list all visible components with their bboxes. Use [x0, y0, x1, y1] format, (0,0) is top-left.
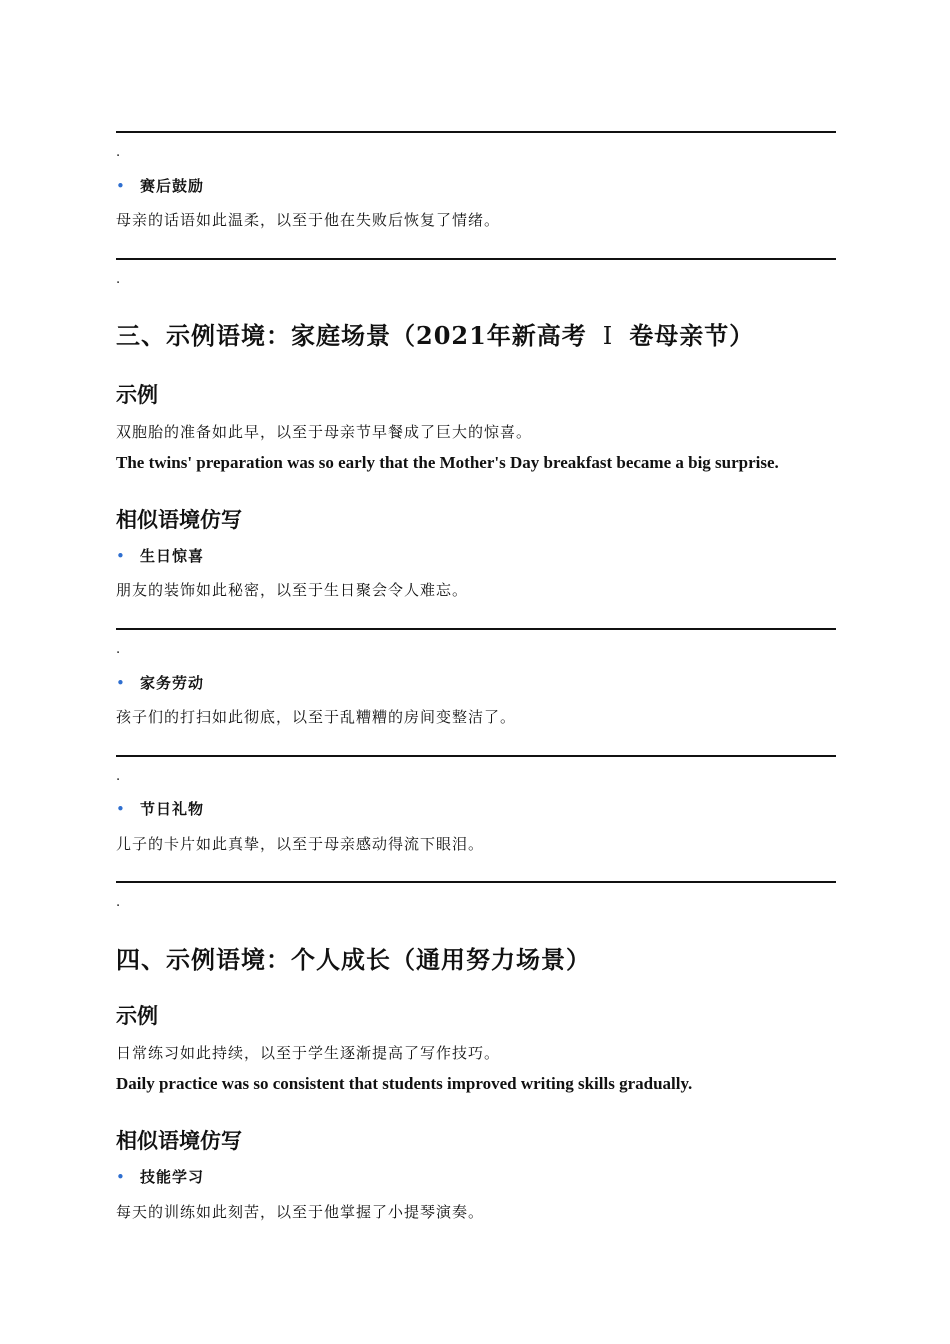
section-heading: 四、示例语境：个人成长（通用努力场景）: [116, 945, 591, 974]
bullet-icon: •: [116, 547, 126, 565]
prompt-sentence: 孩子们的打扫如此彻底，以至于乱糟糟的房间变整洁了。: [116, 708, 517, 726]
line-end-period: .: [116, 769, 121, 784]
example-english: The twins' preparation was so early that the Mother's Day breakfast became a big surprise.: [116, 453, 779, 472]
subheading-example: 示例: [116, 382, 158, 407]
list-item: [116, 798, 204, 819]
section-heading-part: 卷母亲节）: [629, 321, 755, 350]
bullet-label: 赛后鼓励: [140, 177, 205, 195]
example-chinese: 双胞胎的准备如此早，以至于母亲节早餐成了巨大的惊喜。: [116, 423, 533, 441]
subheading-imitate: 相似语境仿写: [116, 507, 242, 532]
section-heading-separator: Ⅰ: [602, 322, 614, 350]
answer-line[interactable]: [116, 258, 836, 260]
line-end-period: .: [116, 272, 121, 287]
bullet-icon: •: [116, 177, 126, 195]
section-heading: [116, 316, 754, 351]
section-heading-part: 三、示例语境：家庭场景（2021年新高考: [116, 321, 587, 350]
list-item: [116, 545, 204, 566]
example-english: Daily practice was so consistent that students improved writing skills gradually.: [116, 1074, 693, 1093]
bullet-label: 生日惊喜: [140, 547, 205, 565]
line-end-period: .: [116, 895, 121, 910]
line-end-period: .: [116, 642, 121, 657]
answer-line[interactable]: [116, 131, 836, 133]
bullet-icon: •: [116, 1168, 126, 1186]
prompt-sentence: 朋友的装饰如此秘密，以至于生日聚会令人难忘。: [116, 581, 469, 599]
bullet-icon: •: [116, 800, 126, 818]
prompt-sentence: 母亲的话语如此温柔，以至于他在失败后恢复了情绪。: [116, 211, 501, 229]
example-chinese: 日常练习如此持续，以至于学生逐渐提高了写作技巧。: [116, 1044, 501, 1062]
bullet-label: 家务劳动: [140, 674, 205, 692]
prompt-sentence: 儿子的卡片如此真挚，以至于母亲感动得流下眼泪。: [116, 835, 485, 853]
list-item: [116, 1166, 204, 1187]
answer-line[interactable]: [116, 628, 836, 630]
bullet-label: 节日礼物: [140, 800, 205, 818]
list-item: [116, 672, 204, 693]
answer-line[interactable]: [116, 881, 836, 883]
bullet-icon: •: [116, 674, 126, 692]
line-end-period: .: [116, 145, 121, 160]
list-item: [116, 175, 204, 196]
answer-line[interactable]: [116, 755, 836, 757]
subheading-imitate: 相似语境仿写: [116, 1128, 242, 1153]
bullet-label: 技能学习: [140, 1168, 205, 1186]
prompt-sentence: 每天的训练如此刻苦，以至于他掌握了小提琴演奏。: [116, 1203, 485, 1221]
subheading-example: 示例: [116, 1003, 158, 1028]
